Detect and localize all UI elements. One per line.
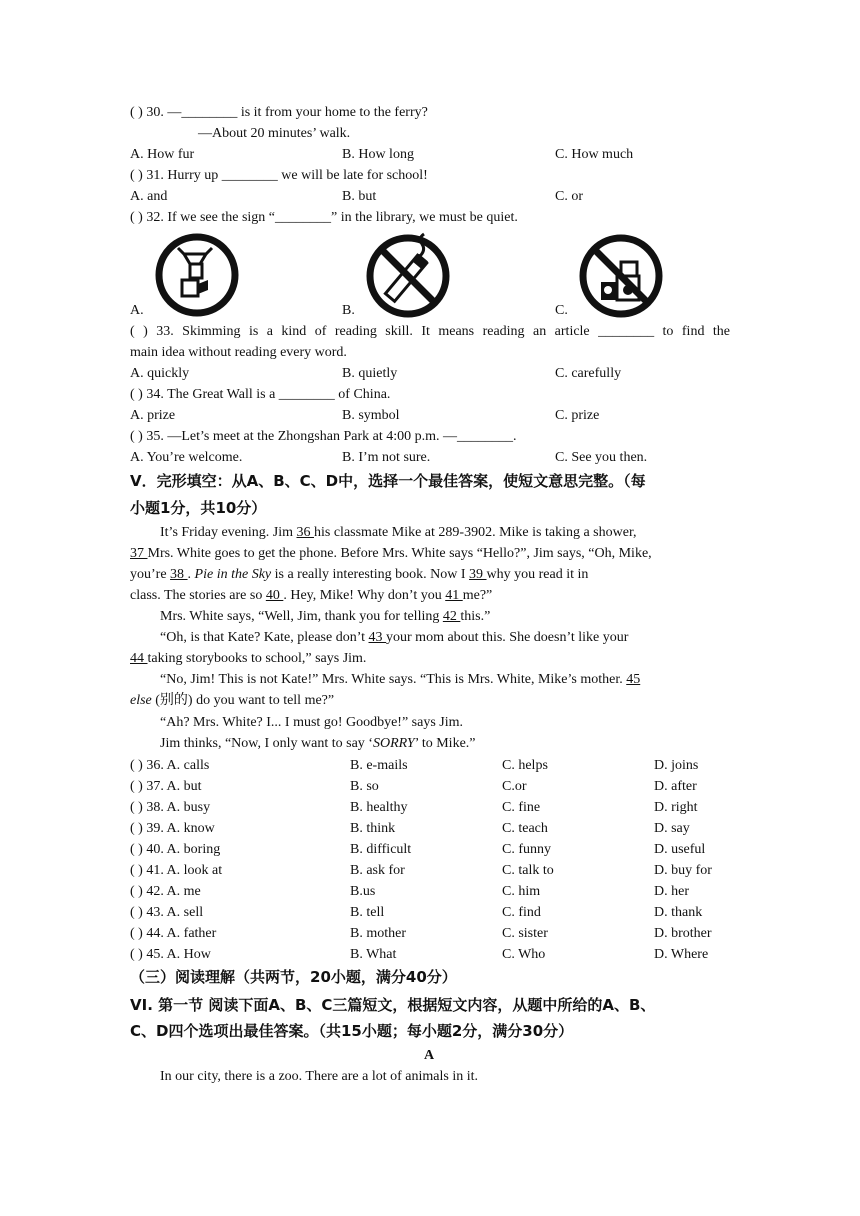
section-5-title-cont: 小题1分，共10分）: [130, 499, 267, 517]
option-a: A. prize: [130, 408, 176, 423]
question-33-stem-cont: main idea without reading every word.: [130, 345, 347, 360]
passage-line: you’re 38 . Pie in the Sky is a really interesting book. Now I 39 why you read it in: [130, 567, 589, 582]
option-b: B. so: [350, 779, 379, 794]
option-d: D. thank: [654, 905, 703, 920]
question-34-stem: ( ) 34. The Great Wall is a ________ of China.: [130, 387, 391, 402]
option-c: C. funny: [502, 842, 551, 857]
passage-line: “Oh, is that Kate? Kate, please don’t 43 your mom about this. She doesn’t like your: [160, 630, 629, 645]
option-c: C. find: [502, 905, 541, 920]
passage-line: Jim thinks, “Now, I only want to say ‘SORRY’ to Mike.”: [160, 736, 476, 751]
option-b: B. mother: [350, 926, 406, 941]
option-b: B. difficult: [350, 842, 412, 857]
cloze-question-36: [0, 757, 860, 775]
blank-43: 43: [368, 630, 387, 645]
option-c: C. him: [502, 884, 541, 899]
option-b: B. but: [342, 189, 377, 204]
blank-44: 44: [130, 651, 148, 666]
passage-line: 37 Mrs. White goes to get the phone. Before Mrs. White says “Hello?”, Jim says, “Oh, Mike,: [130, 546, 652, 561]
question-30-stem: ( ) 30. —________ is it from your home to the ferry?: [130, 105, 428, 120]
passage-line: “No, Jim! This is not Kate!” Mrs. White says. “This is Mrs. White, Mike’s mother. 45: [160, 672, 641, 687]
option-d: D. right: [654, 800, 698, 815]
question-stem: ( ) 39. A. know: [130, 821, 215, 836]
option-c: C. prize: [555, 408, 600, 423]
passage-line: class. The stories are so 40 . Hey, Mike! Why don’t you 41 me?”: [130, 588, 493, 603]
question-stem: ( ) 42. A. me: [130, 884, 201, 899]
blank-42: 42: [442, 609, 461, 624]
option-a: A.: [130, 303, 144, 318]
option-b: B. quietly: [342, 366, 398, 381]
option-a: A. You’re welcome.: [130, 450, 243, 465]
question-33-stem: ( ) 33. Skimming is a kind of reading skill. It means reading an article ________ to find the: [130, 324, 730, 339]
option-b: B. How long: [342, 147, 414, 162]
option-b: B. ask for: [350, 863, 405, 878]
passage-a-line: In our city, there is a zoo. There are a lot of animals in it.: [160, 1069, 479, 1084]
option-c: C. Who: [502, 947, 546, 962]
blank-38: 38: [170, 567, 188, 582]
option-d: D. after: [654, 779, 697, 794]
blank-45: 45: [626, 672, 641, 687]
question-stem: ( ) 45. A. How: [130, 947, 211, 962]
question-stem: ( ) 43. A. sell: [130, 905, 204, 920]
passage-line: Mrs. White says, “Well, Jim, thank you for telling 42 this.”: [160, 609, 491, 624]
section-3-title: （三）阅读理解（共两节，20小题，满分40分）: [130, 968, 457, 986]
cloze-question-41: [0, 862, 860, 880]
passage-line: else (别的) do you want to tell me?”: [130, 693, 335, 708]
passage-line: 44 taking storybooks to school,” says Jim.: [130, 651, 367, 666]
question-35-options: [0, 449, 860, 467]
question-stem: ( ) 36. A. calls: [130, 758, 210, 773]
option-c: C. See you then.: [555, 450, 648, 465]
question-stem: ( ) 41. A. look at: [130, 863, 223, 878]
option-c: C. fine: [502, 800, 541, 815]
option-b: B. tell: [350, 905, 385, 920]
question-stem: ( ) 37. A. but: [130, 779, 202, 794]
option-c: C.: [555, 303, 568, 318]
option-d: D. joins: [654, 758, 699, 773]
option-a: A. and: [130, 189, 168, 204]
option-b: B. healthy: [350, 800, 408, 815]
option-b: B. think: [350, 821, 396, 836]
option-d: D. Where: [654, 947, 709, 962]
question-32-options: [0, 302, 860, 320]
question-33-options: [0, 365, 860, 383]
cloze-question-37: [0, 778, 860, 796]
option-a: A. quickly: [130, 366, 190, 381]
option-b: B. e-mails: [350, 758, 408, 773]
cloze-question-40: [0, 841, 860, 859]
option-b: B. I’m not sure.: [342, 450, 431, 465]
passage-line: “Ah? Mrs. White? I... I must go! Goodbye!” says Jim.: [160, 715, 464, 730]
option-c: C. talk to: [502, 863, 554, 878]
blank-40: 40: [265, 588, 284, 603]
option-c: C. sister: [502, 926, 548, 941]
option-c: C. carefully: [555, 366, 622, 381]
passage-line: It’s Friday evening. Jim 36 his classmate Mike at 289-3902. Mike is taking a shower,: [160, 525, 637, 540]
passage-a-label: A: [424, 1048, 435, 1063]
book-title: Pie in the Sky: [194, 567, 272, 582]
option-c: C. or: [555, 189, 583, 204]
option-c: C. helps: [502, 758, 548, 773]
cloze-question-38: [0, 799, 860, 817]
option-d: D. her: [654, 884, 689, 899]
question-34-options: [0, 407, 860, 425]
question-stem: ( ) 38. A. busy: [130, 800, 211, 815]
question-31-stem: ( ) 31. Hurry up ________ we will be late for school!: [130, 168, 428, 183]
question-stem: ( ) 40. A. boring: [130, 842, 221, 857]
option-b: B. What: [350, 947, 397, 962]
option-d: D. buy for: [654, 863, 712, 878]
option-d: D. useful: [654, 842, 706, 857]
option-b: B.us: [350, 884, 376, 899]
blank-41: 41: [445, 588, 463, 603]
blank-36: 36: [296, 525, 314, 540]
question-35-stem: ( ) 35. —Let’s meet at the Zhongshan Park at 4:00 p.m. —________.: [130, 429, 517, 444]
option-d: D. brother: [654, 926, 712, 941]
question-30-options: [0, 146, 860, 164]
option-b: B. symbol: [342, 408, 400, 423]
section-6-title: VI. 第一节 阅读下面A、B、C三篇短文，根据短文内容，从题中所给的A、B、: [130, 996, 656, 1014]
cloze-question-42: [0, 883, 860, 901]
blank-37: 37: [130, 546, 148, 561]
section-6-title-cont: C、D四个选项出最佳答案。（共15小题；每小题2分，满分30分）: [130, 1022, 574, 1040]
option-d: D. say: [654, 821, 690, 836]
option-c: C.or: [502, 779, 527, 794]
cloze-question-39: [0, 820, 860, 838]
cloze-question-43: [0, 904, 860, 922]
cloze-question-45: [0, 946, 860, 964]
option-b: B.: [342, 303, 355, 318]
question-stem: ( ) 44. A. father: [130, 926, 217, 941]
cloze-question-44: [0, 925, 860, 943]
question-30-reply: —About 20 minutes’ walk.: [198, 126, 351, 141]
option-c: C. teach: [502, 821, 548, 836]
option-c: C. How much: [555, 147, 634, 162]
option-a: A. How fur: [130, 147, 195, 162]
section-5-title: V．完形填空：从A、B、C、D中，选择一个最佳答案，使短文意思完整。（每: [130, 472, 646, 490]
blank-39: 39: [469, 567, 487, 582]
question-31-options: [0, 188, 860, 206]
question-32-stem: ( ) 32. If we see the sign “________” in the library, we must be quiet.: [130, 210, 518, 225]
